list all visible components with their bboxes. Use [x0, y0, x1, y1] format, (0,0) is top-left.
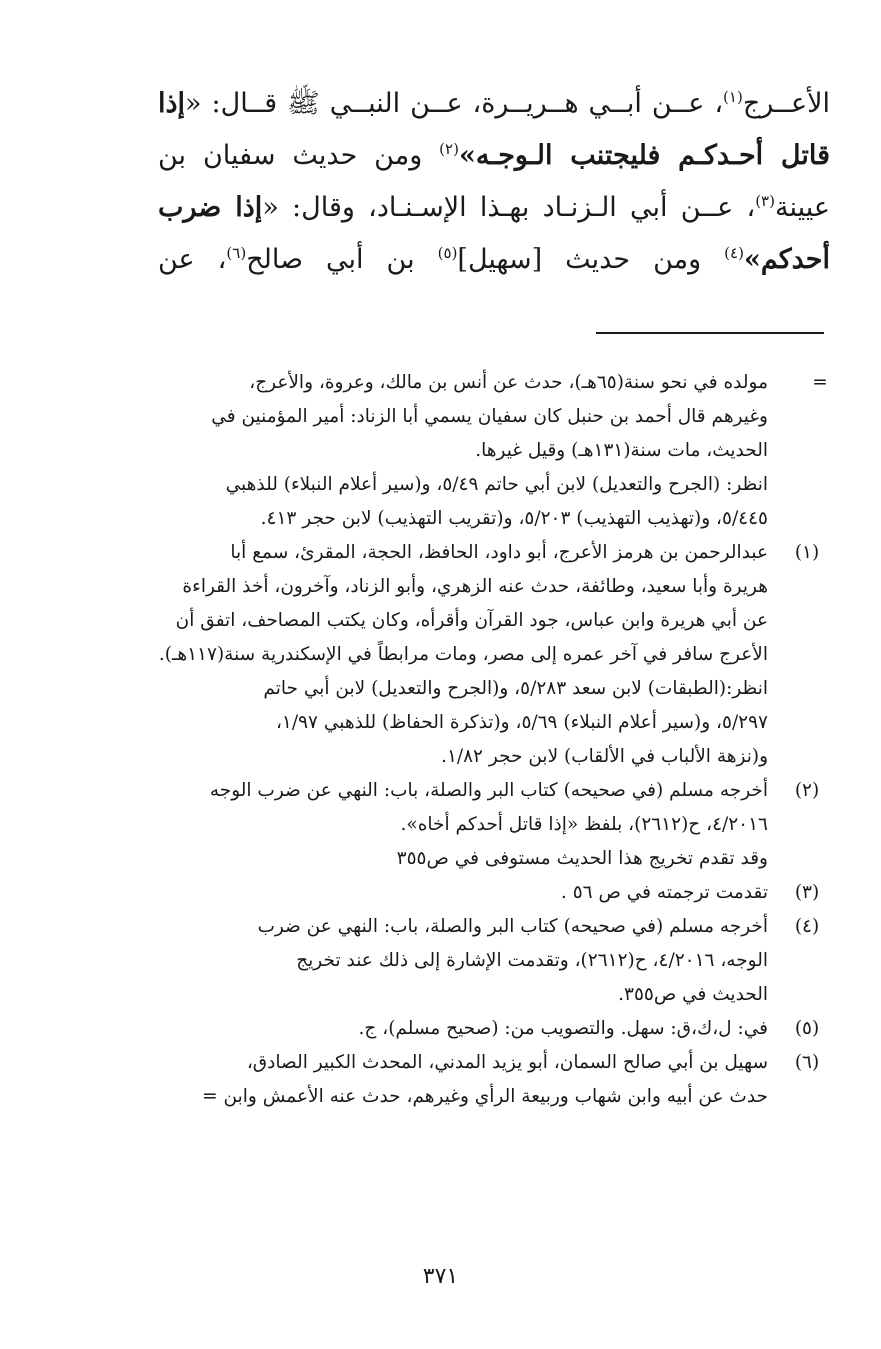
footnote-line: الوجه، ٤/٢٠١٦، ح(٢٦١٢)، وتقدمت الإشارة إلى ذلك عند تخريج: [296, 950, 768, 971]
footnote-line: سهيل بن أبي صالح السمان، أبو يزيد المدني، المحدث الكبير الصادق،: [246, 1052, 768, 1073]
main-line-3: عيينة$^{(٣)}$، عــن أبي الـزنـاد بهـذا الإسـنـاد، وقال: «إذا ضرب: [158, 192, 830, 223]
footnote-line: ٥/٤٤٥، و(تهذيب التهذيب) ٥/٢٠٣، و(تقريب التهذيب) لابن حجر ٤١٣.: [260, 508, 768, 529]
footnote-line: الحديث في ص٣٥٥.: [618, 984, 768, 1005]
footnote-line: الأعرج سافر في آخر عمره إلى مصر، ومات مرابطاً في الإسكندرية سنة(١١٧هـ).: [158, 644, 768, 665]
footnote-3: [158, 876, 830, 910]
footnote-line: هريرة وأبا سعيد، وطائفة، حدث عنه الزهري، وأبو الزناد، وآخرون، أخذ القراءة: [182, 576, 768, 597]
main-text-block: [158, 78, 830, 286]
footnote-number: (٥): [794, 1018, 820, 1039]
footnote-6: [158, 1046, 830, 1114]
footnote-line: حدث عن أبيه وابن شهاب وربيعة الرأي وغيرهم، حدث عنه الأعمش وابن =: [202, 1086, 768, 1107]
footnote-line: عن أبي هريرة وابن عباس، جود القرآن وأقرأه، وكان يكتب المصاحف، اتفق أن: [175, 610, 768, 631]
main-line-4: أحدكم»$^{(٤)}$ ومن حديث [سهيل]$^{(٥)}$ بن أبي صالح$^{(٦)}$، عن: [158, 244, 830, 275]
footnote-4: [158, 910, 830, 1012]
footnote-line: ٤/٢٠١٦، ح(٢٦١٢)، بلفظ «إذا قاتل أحدكم أخاه».: [400, 814, 768, 835]
continuation-mark: =: [812, 372, 828, 393]
footnote-number: (٦): [794, 1052, 820, 1073]
main-line-1: الأعــرج$^{(١)}$، عــن أبــي هــريــرة، عــن النبــي ﷺ قــال: «إذا: [158, 88, 830, 119]
footnote-continuation: [158, 366, 830, 536]
footnote-number: (٢): [794, 780, 820, 801]
footnote-number: (١): [794, 542, 820, 563]
footnote-separator: [596, 332, 824, 334]
main-line-2: قاتل أحـدكـم فليجتنب الـوجـه»$^{(٢)}$ ومن حديث سفيان بن: [158, 140, 830, 171]
page-number: ٣٧١: [422, 1264, 459, 1289]
footnote-line: الحديث، مات سنة(١٣١هـ) وقيل غيرها.: [475, 440, 768, 461]
footnote-line: وقد تقدم تخريج هذا الحديث مستوفى في ص٣٥٥: [396, 848, 768, 869]
footnote-number: (٣): [794, 882, 820, 903]
footnote-line: و(نزهة الألباب في الألقاب) لابن حجر ١/٨٢.: [441, 746, 768, 767]
footnote-line: وغيرهم قال أحمد بن حنبل كان سفيان يسمي أبا الزناد: أمير المؤمنين في: [211, 406, 768, 427]
footnote-line: أخرجه مسلم (في صحيحه) كتاب البر والصلة، باب: النهي عن ضرب: [257, 916, 768, 937]
footnote-line: انظر: (الجرح والتعديل) لابن أبي حاتم ٥/٤٩، و(سير أعلام النبلاء) للذهبي: [225, 474, 768, 495]
footnote-line: ٥/٢٩٧، و(سير أعلام النبلاء) ٥/٦٩، و(تذكرة الحفاظ) للذهبي ١/٩٧،: [275, 712, 768, 733]
footnote-2: [158, 774, 830, 876]
footnote-5: [158, 1012, 830, 1046]
footnote-line: تقدمت ترجمته في ص ٥٦ .: [560, 882, 768, 903]
footnotes: [158, 366, 830, 1114]
footnote-line: عبدالرحمن بن هرمز الأعرج، أبو داود، الحافظ، الحجة، المقرئ، سمع أبا: [230, 542, 768, 563]
footnote-line: انظر:(الطبقات) لابن سعد ٥/٢٨٣، و(الجرح والتعديل) لابن أبي حاتم: [263, 678, 768, 699]
footnote-number: (٤): [794, 916, 820, 937]
footnote-1: [158, 536, 830, 774]
footnote-line: أخرجه مسلم (في صحيحه) كتاب البر والصلة، باب: النهي عن ضرب الوجه: [209, 780, 768, 801]
footnote-line: مولده في نحو سنة(٦٥هـ)، حدث عن أنس بن مالك، وعروة، والأعرج،: [249, 372, 768, 393]
footnote-line: في: ل،ك،ق: سهل. والتصويب من: (صحيح مسلم)، ج.: [358, 1018, 768, 1039]
